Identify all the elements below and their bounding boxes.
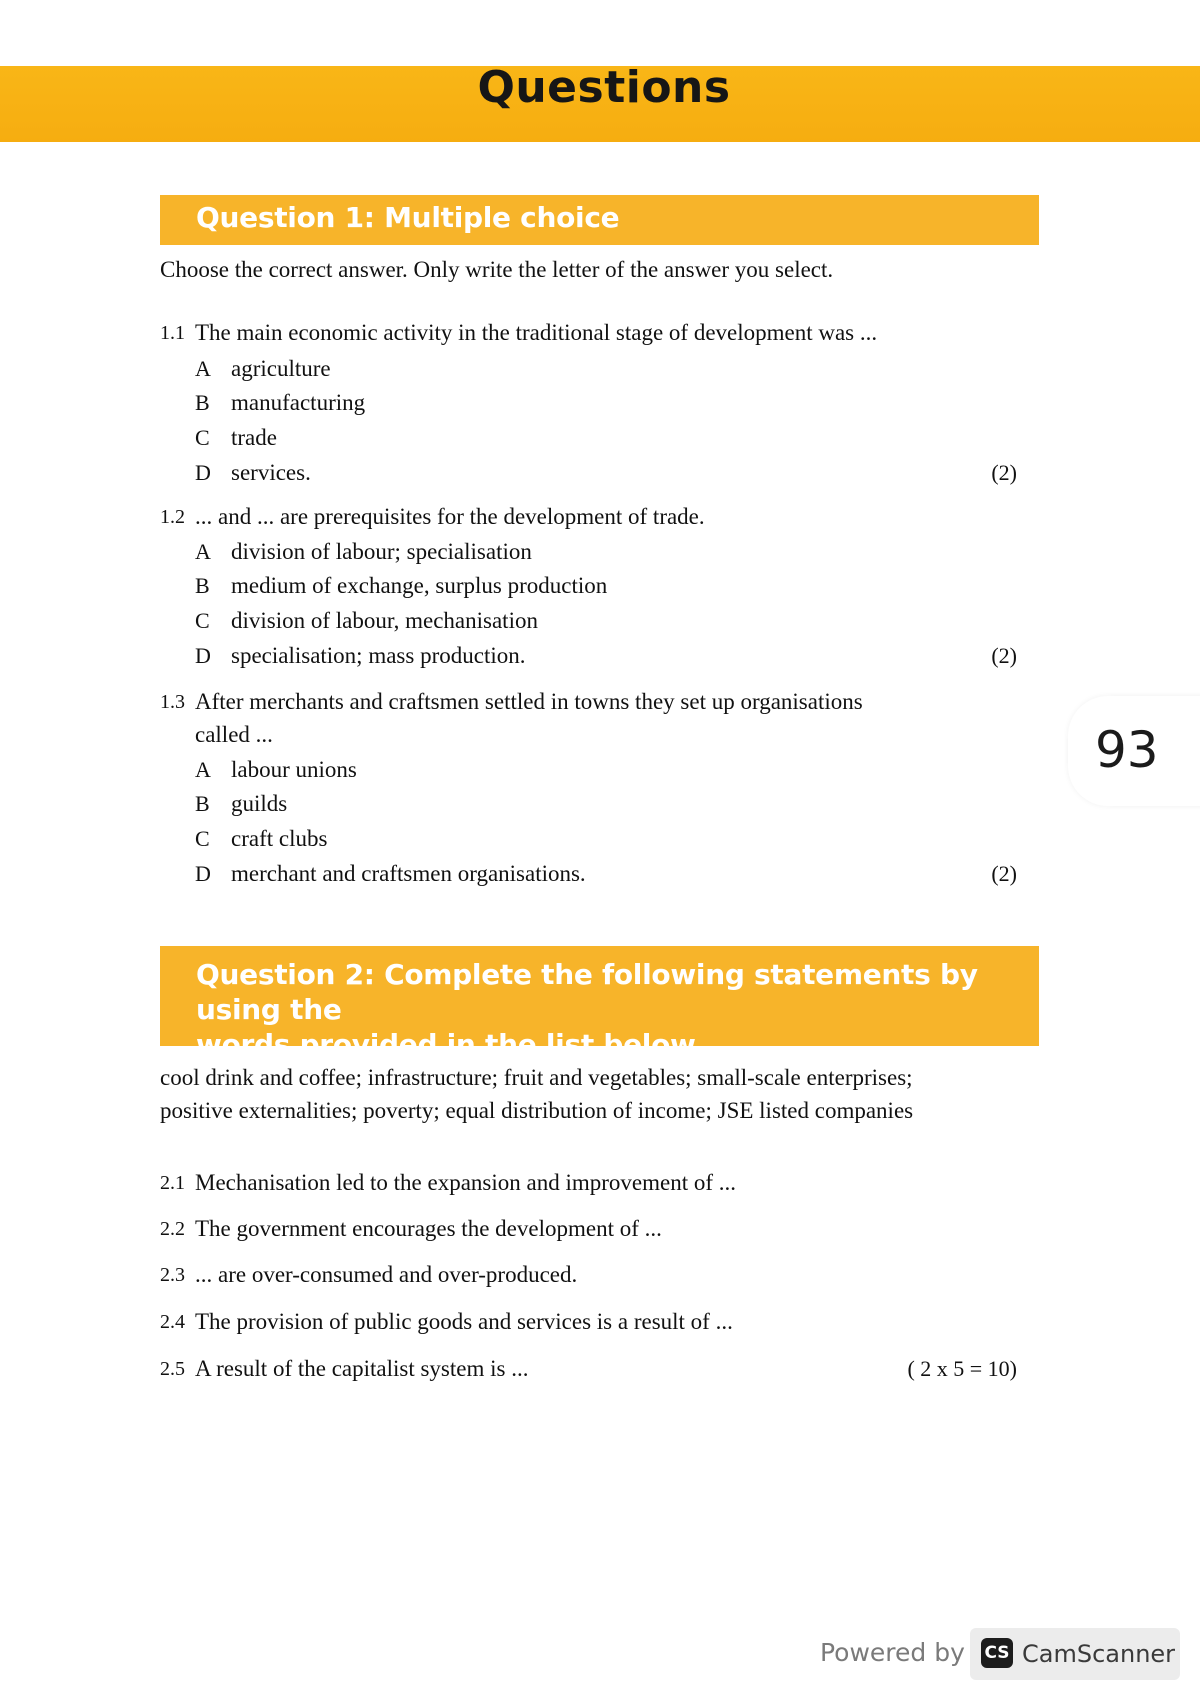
option-letter: C	[195, 826, 210, 851]
option-text: services.	[231, 460, 311, 485]
question-number-1-1: 1.1	[160, 322, 185, 344]
option-text: manufacturing	[231, 390, 366, 415]
marks-1-1: (2)	[991, 460, 1017, 485]
question2-heading	[160, 946, 1039, 1061]
marks-1-3: (2)	[991, 861, 1017, 886]
question-text-2-2: The government encourages the development of ...	[195, 1216, 662, 1241]
option-letter: B	[195, 791, 210, 816]
option-letter: C	[195, 425, 210, 450]
option-text: division of labour; specialisation	[231, 539, 532, 564]
question-number-1-2: 1.2	[160, 506, 185, 528]
option-letter: A	[195, 356, 211, 381]
question-number-2-4: 2.4	[160, 1311, 185, 1333]
question-text-1-3-line1: After merchants and craftsmen settled in towns they set up organisations	[195, 689, 863, 714]
word-list-line1: cool drink and coffee; infrastructure; fruit and vegetables; small-scale enterprises;	[160, 1065, 913, 1090]
option-text: merchant and craftsmen organisations.	[231, 861, 586, 886]
question-number-2-5: 2.5	[160, 1358, 185, 1380]
page-number: 93	[1095, 721, 1159, 779]
option-text: trade	[231, 425, 277, 450]
option-letter: A	[195, 757, 211, 782]
marks-q2: ( 2 x 5 = 10)	[907, 1356, 1017, 1381]
title-banner	[0, 62, 1200, 142]
camscanner-badge	[970, 1628, 1180, 1680]
question-number-1-3: 1.3	[160, 691, 185, 713]
word-list	[160, 1061, 913, 1127]
option-text: labour unions	[231, 757, 357, 782]
option-text: specialisation; mass production.	[231, 643, 526, 668]
question1-heading: Question 1: Multiple choice	[160, 195, 1039, 245]
option-text: division of labour, mechanisation	[231, 608, 538, 633]
option-text: agriculture	[231, 356, 331, 381]
question2-heading-line1: Question 2: Complete the following statements by using the	[196, 958, 978, 1026]
option-letter: B	[195, 390, 210, 415]
option-letter: D	[195, 861, 211, 886]
camscanner-logo-icon: CS	[981, 1638, 1013, 1668]
word-list-line2: positive externalities; poverty; equal distribution of income; JSE listed companies	[160, 1098, 914, 1123]
question-text-1-2: ... and ... are prerequisites for the development of trade.	[195, 504, 705, 529]
question-number-2-3: 2.3	[160, 1264, 185, 1286]
option-letter: A	[195, 539, 211, 564]
question2-heading-line2: words provided in the list below	[196, 1028, 696, 1061]
question-number-2-2: 2.2	[160, 1218, 185, 1240]
question-text-1-1: The main economic activity in the traditional stage of development was ...	[195, 320, 878, 345]
option-letter: D	[195, 643, 211, 668]
option-letter: D	[195, 460, 211, 485]
question-text-2-4: The provision of public goods and services is a result of ...	[195, 1309, 733, 1334]
question1-instruction: Choose the correct answer. Only write the letter of the answer you select.	[160, 257, 834, 282]
question-text-2-5: A result of the capitalist system is ...	[195, 1356, 529, 1381]
question-text-1-3-line2: called ...	[195, 722, 273, 747]
camscanner-brand: CamScanner	[1022, 1640, 1176, 1668]
option-text: craft clubs	[231, 826, 328, 851]
option-letter: B	[195, 573, 210, 598]
option-text: guilds	[231, 791, 288, 816]
page-title: Questions	[477, 62, 731, 113]
powered-by-text: Powered by	[820, 1638, 965, 1667]
question-text-2-1: Mechanisation led to the expansion and improvement of ...	[195, 1170, 737, 1195]
option-text: medium of exchange, surplus production	[231, 573, 608, 598]
marks-1-2: (2)	[991, 643, 1017, 668]
question-text-2-3: ... are over-consumed and over-produced.	[195, 1262, 578, 1287]
option-letter: C	[195, 608, 210, 633]
question-number-2-1: 2.1	[160, 1172, 185, 1194]
